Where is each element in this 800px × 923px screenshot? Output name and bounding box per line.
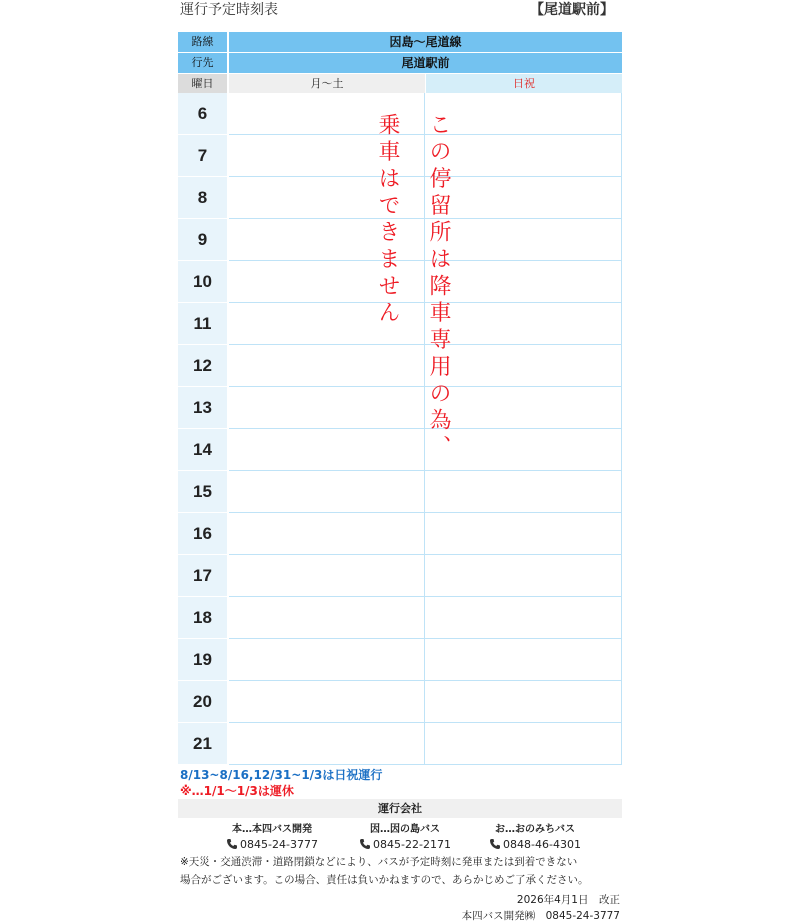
- day-type-label: 曜日: [178, 74, 227, 93]
- row-divider: [229, 512, 622, 513]
- destination-name: 尾道駅前: [229, 53, 622, 73]
- hour-cell: 16: [178, 513, 227, 554]
- row-divider: [229, 764, 622, 765]
- phone-icon: [226, 838, 238, 850]
- operator-name: 因…因の島バス: [370, 824, 440, 835]
- operator-onomichi: [460, 820, 610, 851]
- operator-name: お…おのみちバス: [495, 824, 575, 835]
- row-divider: [229, 470, 622, 471]
- holiday-service-note: 8/13~8/16,12/31~1/3は日祝運行: [180, 768, 383, 782]
- phone-icon: [489, 838, 501, 850]
- hour-cell: 15: [178, 471, 227, 512]
- hour-cell: 11: [178, 303, 227, 344]
- row-divider: [229, 554, 622, 555]
- operators-heading: 運行会社: [178, 799, 622, 818]
- row-divider: [229, 638, 622, 639]
- day-type-row: [178, 74, 622, 93]
- hour-cell: 18: [178, 597, 227, 638]
- hour-cell: 10: [178, 261, 227, 302]
- destination-label: 行先: [178, 53, 227, 73]
- row-divider: [229, 680, 622, 681]
- operator-name: 本…本四バス開発: [232, 824, 312, 835]
- hour-cell: 14: [178, 429, 227, 470]
- notice-alighting-only: この停留所は降車専用の為、: [426, 113, 451, 462]
- hour-cell: 12: [178, 345, 227, 386]
- hour-cell: 20: [178, 681, 227, 722]
- suspension-note: ※…1/1〜1/3は運休: [180, 784, 294, 798]
- disclaimer-line-2: 場合がございます。この場合、責任は負いかねますので、あらかじめご了承ください。: [180, 874, 589, 886]
- operator-honshi: [197, 820, 347, 851]
- operator-phone-number: 0848-46-4301: [503, 838, 581, 851]
- footer-contact: [430, 908, 620, 923]
- hour-cell: 13: [178, 387, 227, 428]
- operator-phone: [197, 838, 347, 851]
- footer-company: 本四バス開発㈱: [461, 910, 536, 922]
- phone-icon: [359, 838, 371, 850]
- footer-phone: 0845-24-3777: [545, 910, 620, 922]
- operator-innoshima: [330, 820, 480, 851]
- operator-phone: [330, 838, 480, 851]
- operator-phone-number: 0845-24-3777: [240, 838, 318, 851]
- hour-cell: 9: [178, 219, 227, 260]
- weekday-column-header: 月〜土: [229, 74, 425, 93]
- route-row: [178, 32, 622, 52]
- hour-cell: 7: [178, 135, 227, 176]
- row-divider: [229, 722, 622, 723]
- page-header: [180, 0, 622, 18]
- destination-row: [178, 53, 622, 73]
- disclaimer-line-1: ※天災・交通渋滞・道路閉鎖などにより、バスが予定時刻に発車または到着できない: [180, 856, 578, 868]
- hour-cell: 21: [178, 723, 227, 764]
- operator-phone-number: 0845-22-2171: [373, 838, 451, 851]
- hour-cell: 17: [178, 555, 227, 596]
- row-divider: [229, 596, 622, 597]
- operator-phone: [460, 838, 610, 851]
- grid-right-border: [621, 93, 622, 765]
- hour-cell: 6: [178, 93, 227, 134]
- stop-name: 【尾道駅前】: [530, 2, 614, 18]
- hour-cell: 8: [178, 177, 227, 218]
- route-label: 路線: [178, 32, 227, 52]
- hour-cell: 19: [178, 639, 227, 680]
- notice-no-boarding: 乗車はできません: [375, 113, 400, 328]
- route-name: 因島〜尾道線: [229, 32, 622, 52]
- timetable-title: 運行予定時刻表: [180, 2, 278, 18]
- revision-date: 2026年4月1日 改正: [516, 894, 620, 906]
- holiday-column-header: 日祝: [426, 74, 622, 93]
